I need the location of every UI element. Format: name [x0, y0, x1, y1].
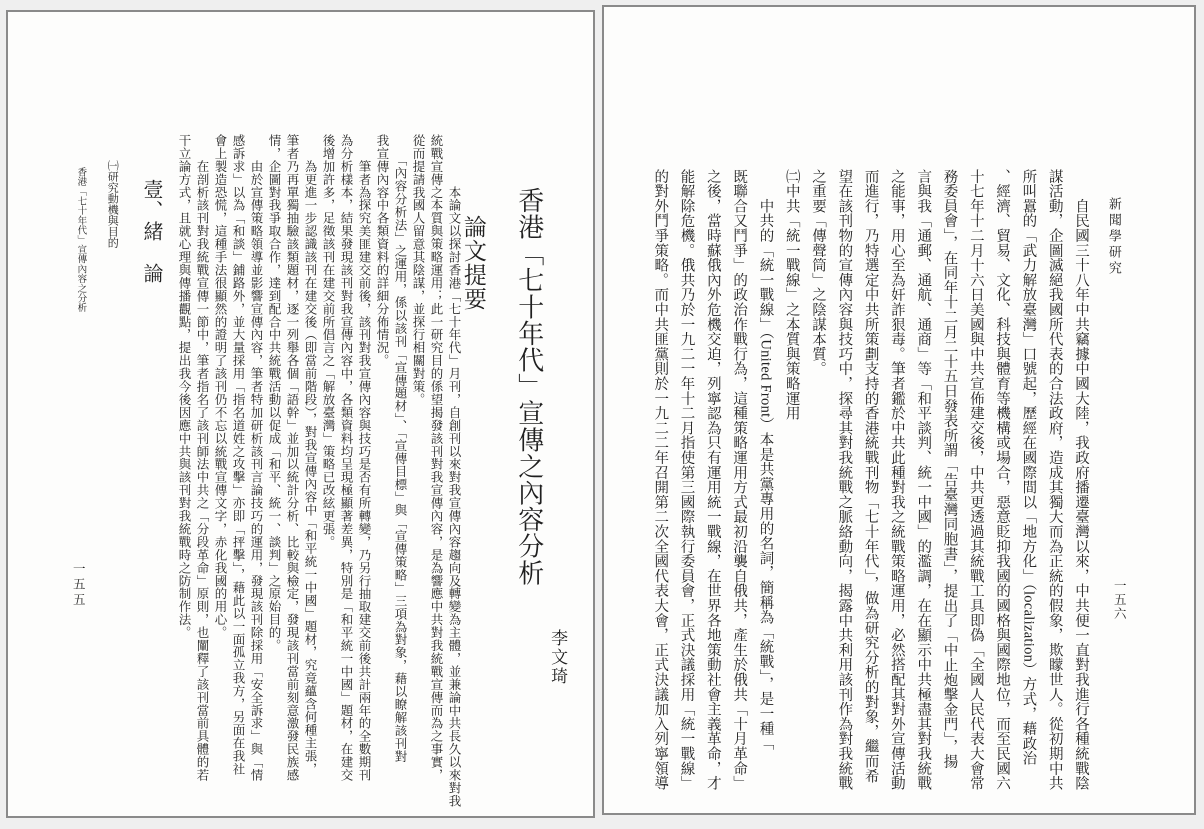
right-page [602, 5, 1196, 815]
abstract-column: 我宣傳內容中各類資料的詳細分佈情況。 [375, 134, 389, 368]
abstract-column: 干立論方式，且就心理與傳播觀點，提出我今後因應中共與該刊對我統戰時之防制作法。 [177, 134, 191, 640]
body-column: 之後，當時蘇俄內外危機交迫，列寧認為只有運用統一戰線，在世界各地策動社會主義革命，才 [704, 169, 721, 791]
body-column: 望在該刊物的宣傳內容與技巧中，探尋其對我統戰之脈絡動向，揭露中共利用該刊作為對我統戰 [836, 169, 853, 791]
abstract-column: 筆者乃再單獨抽驗該類題材，逐一列舉各個「語幹」並加以統計分析、比較與檢定，發現該刊當前刻意激發民族感 [285, 134, 299, 782]
abstract-column: 後增加許多，足徵該刊在建交前所倡言之「解放臺灣」策略已改絃更張。 [321, 134, 335, 549]
abstract-column: 感訴求」以為「和談」鋪路外，並大量採用「指名道姓之攻擊」亦即「抨擊」，藉此以一面孤立我方，另面在我社 [231, 134, 245, 776]
abstract-column: 從而提請我國人留意其陰謀，並探行相關對策。 [411, 134, 425, 406]
body-column: 、經濟、貿易、文化、科技與體育等機構或場合，惡意貶抑我國的國格與國際地位，而至民國六 [994, 169, 1011, 791]
section-heading: 壹、緒 論 [140, 179, 162, 284]
abstract-column: 統戰宣傳之本質與策略運用；此一研究目的係望揭發該刊對我宣傳內容，是為響應中共對我統戰宣傳而為之事實， [429, 134, 443, 782]
abstract-column: 情，企圖對我爭取合作，達到配合中共統戰活動以促成「和平、統一、談判」之原始目的。 [267, 134, 281, 652]
body-column: 所叫囂的「武力解放臺灣」口號起，歷經在國際間以「地方化」（localization）方式，藉政治 [1020, 169, 1037, 766]
body-column: 十七年十二月十六日美國與中共宣佈建交後，中共更透過其統戰工具即偽「全國人民代表大會常 [967, 169, 984, 791]
abstract-column: 本論文以探討香港「七十年代」月刊，自創刊以來對我宣傳內容趨向及轉變為主體，並兼論中共長久以來對我 [447, 134, 461, 808]
body-column: 既聯合又鬥爭」的政治作戰行為，這種策略運用方式最初沿襲自俄共，產生於俄共「十月革命」 [731, 169, 748, 791]
body-column: 自民國三十八年中共竊據中國大陸，我政府播遷臺灣以來，中共便一直對我進行各種統戰陰 [1073, 169, 1089, 791]
abstract-column: 在剖析該刊對我統戰宣傳一節中，筆者指名了該刊師法中共之「分段革命」原則，也闡釋了該刊當前具體的若 [195, 134, 209, 782]
body-column: 務委員會」，在同年十二月二十五日發表所謂「告臺灣同胞書」，提出了「中止炮擊金門」，揚 [941, 169, 958, 769]
running-title: 香港「七十年代」宣傳內容之分析 [75, 167, 86, 313]
body-column: 的對外鬥爭策略。而中共匪黨則於一九二二年召開第二次全國代表大會，正式決議加入列寧領導 [652, 169, 669, 791]
abstract-column: 筆者為探究美匪建交前後，該刊對我宣傳內容與技巧是否有所轉變，乃另行抽取建交前後共計兩年的全數期刊 [357, 134, 371, 782]
abstract-column: 會上製造恐慌，這種手法很顯然的證明了該刊仍不忘以統戰宣傳文字，赤化我國的用心。 [213, 134, 227, 640]
body-column: 謀活動，企圖滅絕我國所代表的合法政府，造成其獨大而為正統的假象，欺矇世人。從初期中共 [1046, 169, 1063, 791]
body-column: 中共的「統一戰線」（United Front）本是共黨專用的名詞，簡稱為「統戰」，是一種「 [757, 169, 774, 751]
body-column: 能解除危機。俄共乃於一九二一年十二月指使第三國際執行委員會，正式決議採用「統一戰線」 [678, 169, 695, 791]
author-name: 李文琦 [548, 629, 568, 686]
abstract-column: 由於宣傳策略領導並影響宣傳內容，筆者特加研析該刊言論技巧的運用，發現該刊除採用「安全訴求」與「情 [249, 134, 263, 782]
journal-header: 新聞學研究 [1106, 197, 1122, 277]
body-column: 言與我「通郵、通航、通商」等「和平談判、統一中國」的濫調，在在顯示中共極盡其對我統戰 [915, 169, 932, 791]
body-column: 而進行，乃特選定中共所策劃支持的香港統戰刊物「七十年代」，做為研究分析的對象，繼而希 [862, 169, 879, 784]
abstract-column: 為分析樣本，結果發現該刊對我宣傳內容中，各類資料均呈現極顯著差異，特別是「和平統一中國」題材，在建交 [339, 134, 353, 782]
abstract-column: 為更進一步認識該刊在建交後（即當前階段），對我宣傳內容中「和平統一中國」題材，究竟蘊含何種主張， [303, 134, 317, 776]
page-number-left: 一五五 [71, 562, 86, 609]
left-page [6, 10, 595, 818]
body-column: 之能事，用心至為奸詐狠毒。筆者鑑於中共此種對我之統戰策略運用，必然搭配其對外宣傳活動 [888, 169, 905, 791]
body-text-block [641, 169, 1088, 794]
abstract-text-block [172, 134, 461, 808]
abstract-heading: 論文提要 [460, 215, 486, 311]
subsection-heading: ㈠研究動機與目的 [106, 160, 119, 248]
page-number-right: 一五六 [1112, 579, 1127, 621]
body-column section-heading-column: ㈡中共「統一戰線」之本質與策略運用 [783, 169, 800, 421]
abstract-column: 「內容分析法」之運用，係以該刊「宣傳題材」、「宣傳目標」與「宣傳策略」三項為對象，藉以瞭解該刊對 [393, 134, 407, 763]
body-column: 之重要「傳聲筒」之陰謀本質。 [810, 169, 827, 377]
article-title: 香港「七十年代」宣傳之內容分析 [514, 187, 544, 586]
